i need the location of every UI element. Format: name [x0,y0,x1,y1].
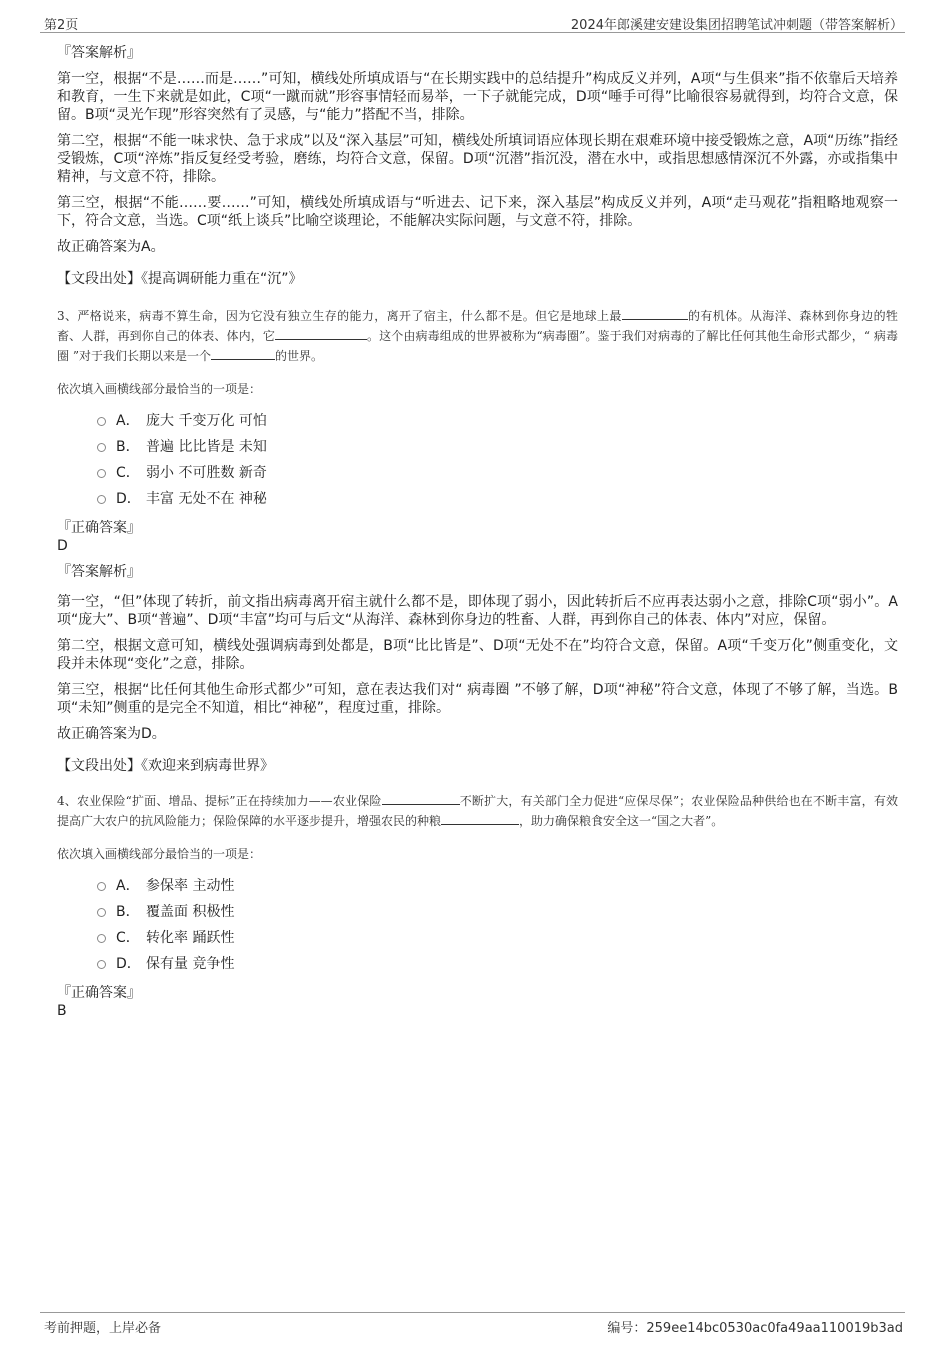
analysis-label: 『答案解析』 [57,564,141,580]
question-text-part: 不断扩大，有关部门全力促进“应保尽保”；农业保险品种供给也在不断丰富，有效提高广大农户的抗风险能力；保险保障的水平逐步提升，增强农民的种粮 [57,794,898,828]
question-text [57,791,898,831]
analysis-conclusion: 故正确答案为D。 [57,726,166,742]
analysis-paragraph: 第一空，根据“不是……而是……”可知，横线处所填成语与“在长期实践中的总结提升”构成反义并列，A项“与生俱来”指不依靠后天培养和教育，一生下来就是如此，C项“一蹴而就”形容事情轻而易举，一下子就能完成，D项“唾手可得”比喻很容易就得到，均符合文意，保留。B项“灵光乍现”形容突然有了灵感，与“能力”搭配不当，排除。 [57,71,898,123]
option-letter: A． [116,413,140,429]
question-3 [57,306,898,775]
answer-blank [211,347,275,360]
question-instruction: 依次填入画横线部分最恰当的一项是： [57,382,262,396]
radio-icon[interactable] [97,882,106,891]
option-text: 转化率 踊跃性 [146,930,235,946]
page-footer [40,1312,905,1335]
option-text: 保有量 竞争性 [146,956,235,972]
option-c[interactable] [97,924,898,950]
radio-icon[interactable] [97,495,106,504]
option-text: 丰富 无处不在 神秘 [146,491,267,507]
answer-value: B [57,1003,67,1019]
option-b[interactable] [97,433,898,459]
radio-icon[interactable] [97,469,106,478]
question-instruction: 依次填入画横线部分最恰当的一项是： [57,847,262,861]
option-text: 庞大 千变万化 可怕 [146,413,267,429]
option-letter: D． [116,956,141,972]
radio-icon[interactable] [97,908,106,917]
answer-value: D [57,538,68,554]
option-letter: B． [116,439,140,455]
question-text-part: 3、严格说来，病毒不算生命，因为它没有独立生存的能力，离开了宿主，什么都不是。但它是地球上最 [57,309,622,323]
options-list [97,872,898,976]
source-citation: 【文段出处】《欢迎来到病毒世界》 [57,758,274,774]
option-letter: C． [116,465,140,481]
answer-blank [275,327,367,340]
question-text-part: ，助力确保粮食安全这一“国之大者”。 [519,814,724,828]
option-letter: B． [116,904,140,920]
radio-icon[interactable] [97,443,106,452]
page-number: 第2页 [44,18,79,33]
option-d[interactable] [97,485,898,511]
analysis-paragraph: 第一空，“但”体现了转折，前文指出病毒离开宿主就什么都不是，即体现了弱小，因此转折后不应再表达弱小之意，排除C项“弱小”。A项“庞大”、B项“普遍”、D项“丰富”均可与后文“从海洋、森林到你身边的牲畜、人群，再到你自己的体表、体内”对应，保留。 [57,594,898,628]
option-text: 普遍 比比皆是 未知 [146,439,267,455]
options-list [97,407,898,511]
option-d[interactable] [97,950,898,976]
option-letter: C． [116,930,140,946]
question-text [57,306,898,366]
option-text: 参保率 主动性 [146,878,235,894]
option-a[interactable] [97,407,898,433]
option-a[interactable] [97,872,898,898]
answer-blank [622,307,688,320]
question-text-part: 。这个由病毒组成的世界被称为“病毒圈”。鉴于我们对病毒的了解比任何其他生命形式都少，“ 病毒圈 ”对于我们长期以来是一个 [57,329,898,363]
radio-icon[interactable] [97,417,106,426]
analysis-paragraph: 第三空，根据“比任何其他生命形式都少”可知，意在表达我们对“ 病毒圈 ”不够了解，D项“神秘”符合文意，体现了不够了解，当选。B项“未知”侧重的是完全不知道，相比“神秘”，程度过重，排除。 [57,682,898,716]
option-text: 覆盖面 积极性 [146,904,235,920]
option-c[interactable] [97,459,898,485]
analysis-paragraph: 第二空，根据“不能一味求快、急于求成”以及“深入基层”可知，横线处所填词语应体现长期在艰难环境中接受锻炼之意，A项“历练”指经受锻炼，C项“淬炼”指反复经受考验，磨练，均符合文意，保留。D项“沉潜”指沉没，潜在水中，或指思想感情深沉不外露，亦或指集中精神，与文意不符，排除。 [57,133,898,185]
option-b[interactable] [97,898,898,924]
option-text: 弱小 不可胜数 新奇 [146,465,267,481]
analysis-conclusion: 故正确答案为A。 [57,239,165,255]
document-id: 编号：259ee14bc0530ac0fa49aa110019b3ad [607,1321,903,1336]
q3-analysis [57,593,898,775]
answer-blank [441,812,519,825]
answer-label: 『正确答案』 [57,985,141,1001]
analysis-paragraph: 第三空，根据“不能……要……”可知，横线处所填成语与“听进去、记下来，深入基层”构成反义并列，A项“走马观花”指粗略地观察一下，符合文意，当选。C项“纸上谈兵”比喻空谈理论，不能解决实际问题，与文意不符，排除。 [57,195,898,229]
page-header [40,12,905,33]
answer-label: 『正确答案』 [57,520,141,536]
page-content [57,44,898,1026]
analysis-label: 『答案解析』 [57,45,141,61]
question-text-part: 的世界。 [274,349,323,363]
answer-blank [382,792,460,805]
radio-icon[interactable] [97,934,106,943]
question-text-part: 的有机体。从海洋、森林到你身边的牲畜、人群，再到你自己的体表、体内，它 [57,309,898,343]
option-letter: A． [116,878,140,894]
q2-analysis [57,44,898,288]
footer-slogan: 考前押题，上岸必备 [44,1321,162,1336]
option-letter: D． [116,491,141,507]
source-citation: 【文段出处】《提高调研能力重在“沉”》 [57,271,303,287]
analysis-paragraph: 第二空，根据文意可知，横线处强调病毒到处都是，B项“比比皆是”、D项“无处不在”均符合文意，保留。A项“千变万化”侧重变化，文段并未体现“变化”之意，排除。 [57,638,898,672]
question-text-part: 4、农业保险“扩面、增品、提标”正在持续加力——农业保险 [57,794,382,808]
question-4 [57,791,898,1020]
radio-icon[interactable] [97,960,106,969]
document-title: 2024年郎溪建安建设集团招聘笔试冲刺题（带答案解析） [570,18,903,33]
